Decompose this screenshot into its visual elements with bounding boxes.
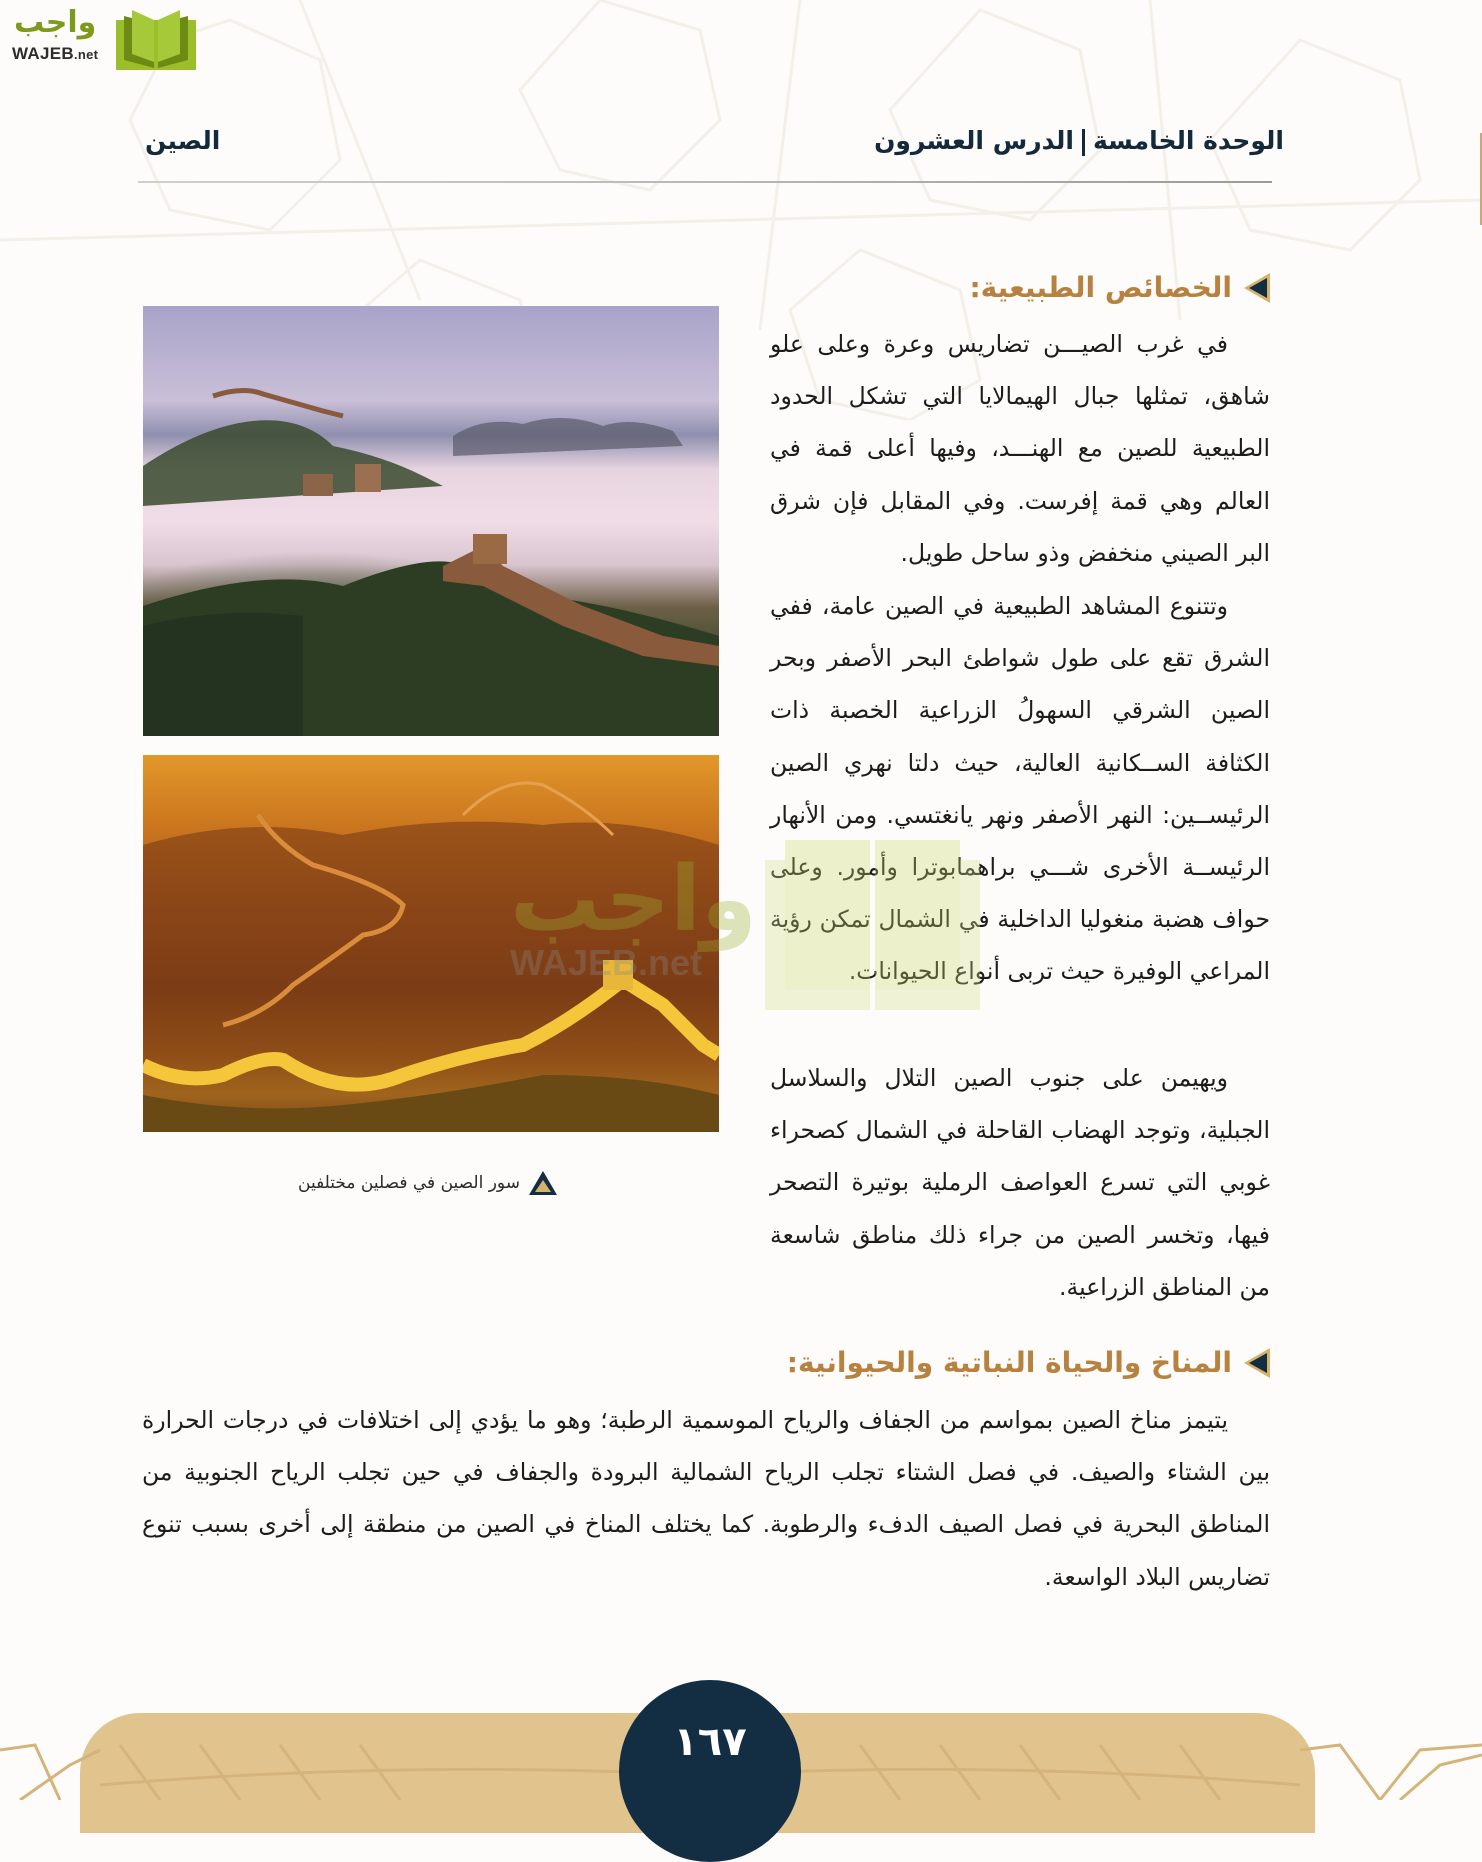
triangle-caption-icon <box>528 1170 558 1196</box>
svg-text:واجب: واجب <box>510 847 757 952</box>
page-topic-title: الصين <box>145 126 221 155</box>
unit-title: الوحدة الخامسة <box>1093 126 1284 155</box>
breadcrumb-separator <box>1082 129 1085 156</box>
figure-caption <box>298 1170 558 1196</box>
section-heading-physical-features <box>969 271 1272 304</box>
triangle-bullet-icon <box>1242 272 1272 304</box>
paragraph: ويهيمن على جنوب الصين التلال والسلاسل الجبلية، وتوجد الهضاب القاحلة في الشمال كصحراء غوبي التي تسرع العواصف الرملية بوتيرة التصحر فيها، وتخسر الصين من جراء ذلك مناطق شاسعة من المناطق الزراعية. <box>770 1064 1270 1301</box>
logo-latin-text: WAJEB.net <box>12 44 99 63</box>
page-number-badge <box>619 1680 801 1862</box>
triangle-bullet-icon <box>1242 1347 1272 1379</box>
svg-text:WAJEB.net: WAJEB.net <box>510 942 703 983</box>
section-heading-text: الخصائص الطبيعية: <box>969 271 1232 304</box>
chapter-breadcrumb <box>874 126 1284 156</box>
logo-arabic-text: واجب <box>14 5 97 40</box>
wajeb-logo[interactable] <box>10 6 190 66</box>
open-book-icon <box>116 10 196 70</box>
caption-text: سور الصين في فصلين مختلفين <box>298 1173 520 1193</box>
great-wall-golden-photo <box>143 755 719 1132</box>
header-divider <box>138 181 1272 183</box>
paragraph: يتيمز مناخ الصين بمواسم من الجفاف والرياح الموسمية الرطبة؛ وهو ما يؤدي إلى اختلافات في درجات الحرارة بين الشتاء والصيف. في فصل الشتاء تجلب الرياح الشمالية البرودة والجفاف في حين تجلب الرياح الجنوبية من المناطق البحرية في فصل الصيف الدفء والرطوبة. كما يختلف المناخ في الصين من منطقة إلى أخرى بسبب تنوع تضاريس البلاد الواسعة. <box>142 1406 1270 1591</box>
great-wall-misty-photo <box>143 306 719 736</box>
page-number: ١٦٧ <box>673 1719 747 1765</box>
paragraph: وتتنوع المشاهد الطبيعية في الصين عامة، ففي الشرق تقع على طول شواطئ البحر الأصفر وبحر الصين الشرقي السهولُ الزراعية الخصبة ذات الكثافة الســكانية العالية، حيث دلتا نهري الصين الرئيســين: النهر الأصفر ونهر يانغتسي. ومن الأنهار الرئيســة الأخرى شـــي براهمابوترا وأمور. وعلى حواف هضبة منغوليا الداخلية في الشمال تمكن رؤية المراعي الوفيرة حيث تربى أنواع الحيوانات. <box>770 592 1270 986</box>
lesson-title: الدرس العشرون <box>874 126 1074 155</box>
section-heading-climate <box>787 1346 1272 1379</box>
section-heading-text: المناخ والحياة النباتية والحيوانية: <box>786 1346 1232 1379</box>
paragraph: في غرب الصيـــن تضاريس وعرة وعلى علو شاهق، تمثلها جبال الهيمالايا التي تشكل الحدود الطبيعية للصين مع الهنـــد، وفيها أعلى قمة في العالم وهي قمة إفرست. وفي المقابل فإن شرق البر الصيني منخفض وذو ساحل طويل. <box>770 330 1270 567</box>
